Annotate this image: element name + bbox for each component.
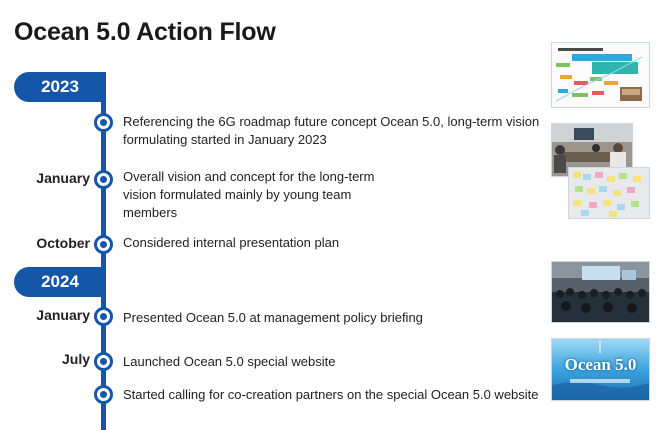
event-month: July	[61, 351, 90, 367]
event-text: Started calling for co-creation partners on the special Ocean 5.0 website	[123, 387, 539, 402]
event-month: October	[36, 235, 90, 251]
timeline-node	[94, 385, 113, 404]
ocean-website-banner	[551, 338, 650, 401]
timeline-node	[94, 235, 113, 254]
event-month: January	[36, 307, 90, 323]
timeline-node	[94, 352, 113, 371]
year-badge-2023: 2023	[14, 72, 106, 102]
event-text: Referencing the 6G roadmap future concept Ocean 5.0, long-term vision formulating started in January 2023	[123, 114, 540, 147]
timeline-node	[94, 170, 113, 189]
event-text: Overall vision and concept for the long-term vision formulated mainly by young team members	[123, 169, 375, 220]
year-badge-2024: 2024	[14, 267, 106, 297]
event-month: January	[36, 170, 90, 186]
roadmap-slide-image	[551, 42, 650, 108]
timeline-node	[94, 113, 113, 132]
event-text: Considered internal presentation plan	[123, 235, 340, 250]
banner-title: Ocean 5.0	[564, 355, 637, 374]
event-text: Launched Ocean 5.0 special website	[123, 354, 336, 369]
event-text: Presented Ocean 5.0 at management policy briefing	[123, 310, 423, 325]
page-title: Ocean 5.0 Action Flow	[14, 18, 276, 46]
sticky-notes-photo	[568, 167, 650, 219]
management-briefing-photo	[551, 261, 650, 323]
timeline-node	[94, 307, 113, 326]
